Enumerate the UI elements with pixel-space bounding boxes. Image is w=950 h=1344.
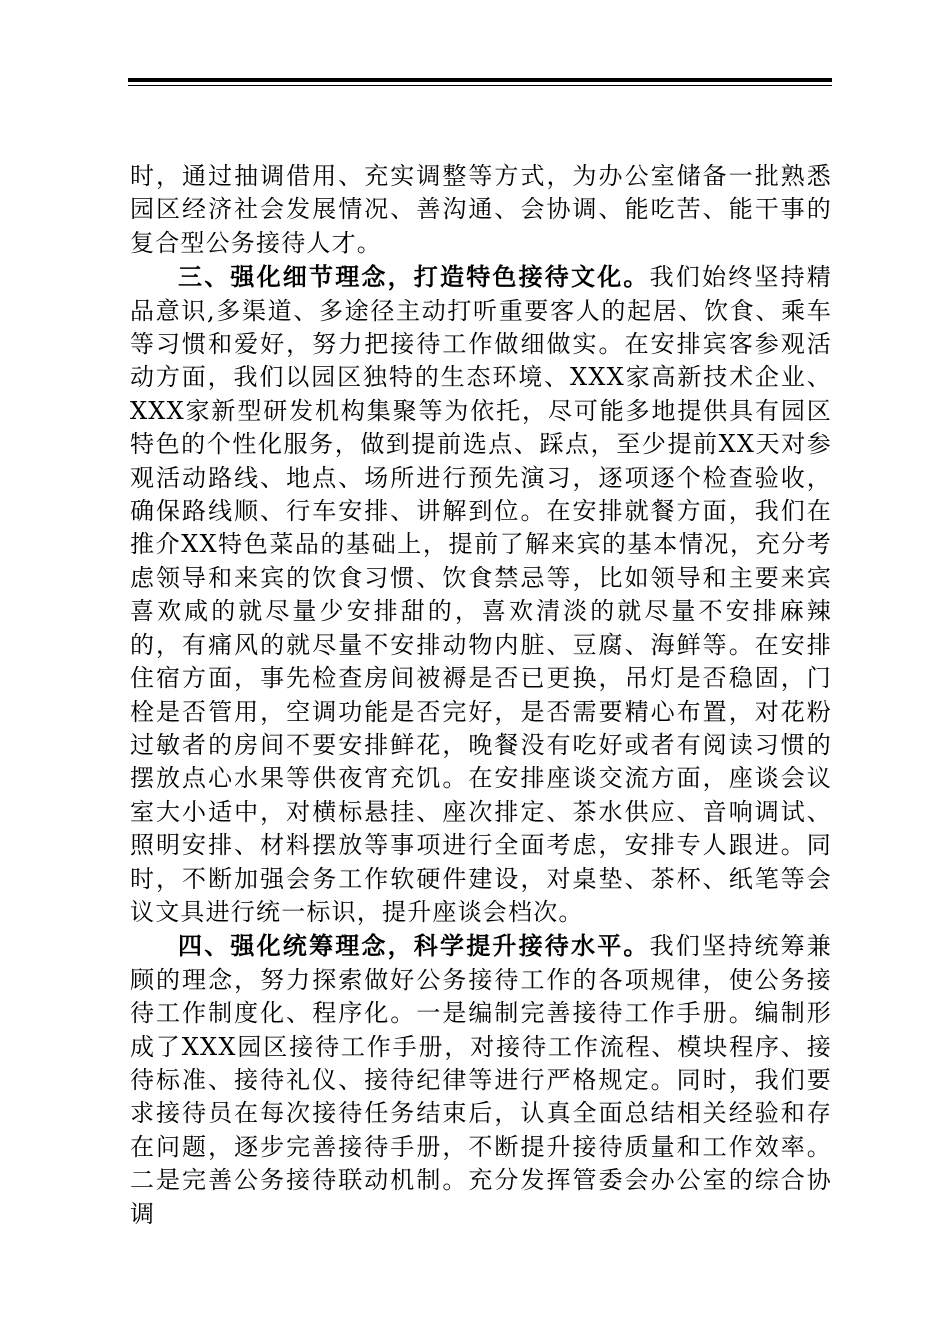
section-four-heading: 四、强化统筹理念，科学提升接待水平。	[178, 931, 650, 961]
section-three-text: 我们始终坚持精品意识,多渠道、多途径主动打听重要客人的起居、饮食、乘车等习惯和爱好，努力把接待工作做细做实。在安排宾客参观活动方面，我们以园区独特的生态环境、XXX家高新技术企业、XXX家新型研发机构集聚等为依托，尽可能多地提供具有园区特色的个性化服务，做到提前选点、踩点，至少提前XX天对参观活动路线、地点、场所进行预先演习，逐项逐个检查验收，确保路线顺、行车安排、讲解到位。在安排就餐方面，我们在推介XX特色菜品的基础上，提前了解来宾的基本情况，充分考虑领导和来宾的饮食习惯、饮食禁忌等，比如领导和主要来宾喜欢咸的就尽量少安排甜的，喜欢清淡的就尽量不安排麻辣的，有痛风的就尽量不安排动物内脏、豆腐、海鲜等。在安排住宿方面，事先检查房间被褥是否已更换，吊灯是否稳固，门栓是否管用，空调功能是否完好，是否需要精心布置，对花粉过敏者的房间不要安排鲜花，晚餐没有吃好或者有阅读习惯的摆放点心水果等供夜宵充饥。在安排座谈交流方面，座谈会议室大小适中，对横标悬挂、座次排定、茶水供应、音响调试、照明安排、材料摆放等事项进行全面考虑，安排专人跟进。同时，不断加强会务工作软硬件建设，对桌垫、茶杯、纸笔等会议文具进行统一标识，提升座谈会档次。	[130, 263, 832, 926]
paragraph-text: 时，通过抽调借用、充实调整等方式，为办公室储备一批熟悉园区经济社会发展情况、善沟通、会协调、能吃苦、能干事的复合型公务接待人才。	[130, 162, 832, 257]
paragraph-continuation	[130, 160, 832, 260]
header-rule-thick	[128, 78, 832, 82]
document-body	[130, 160, 832, 1231]
paragraph-section-three	[130, 260, 832, 929]
section-four-text: 我们坚持统筹兼顾的理念，努力探索做好公务接待工作的各项规律，使公务接待工作制度化、程序化。一是编制完善接待工作手册。编制形成了XXX园区接待工作手册，对接待工作流程、模块程序、接待标准、接待礼仪、接待纪律等进行严格规定。同时，我们要求接待员在每次接待任务结束后，认真全面总结相关经验和存在问题，逐步完善接待手册，不断提升接待质量和工作效率。二是完善公务接待联动机制。充分发挥管委会办公室的综合协调	[130, 932, 832, 1228]
paragraph-section-four	[130, 929, 832, 1231]
header-rule-thin	[128, 85, 832, 86]
section-three-heading: 三、强化细节理念，打造特色接待文化。	[178, 262, 650, 292]
